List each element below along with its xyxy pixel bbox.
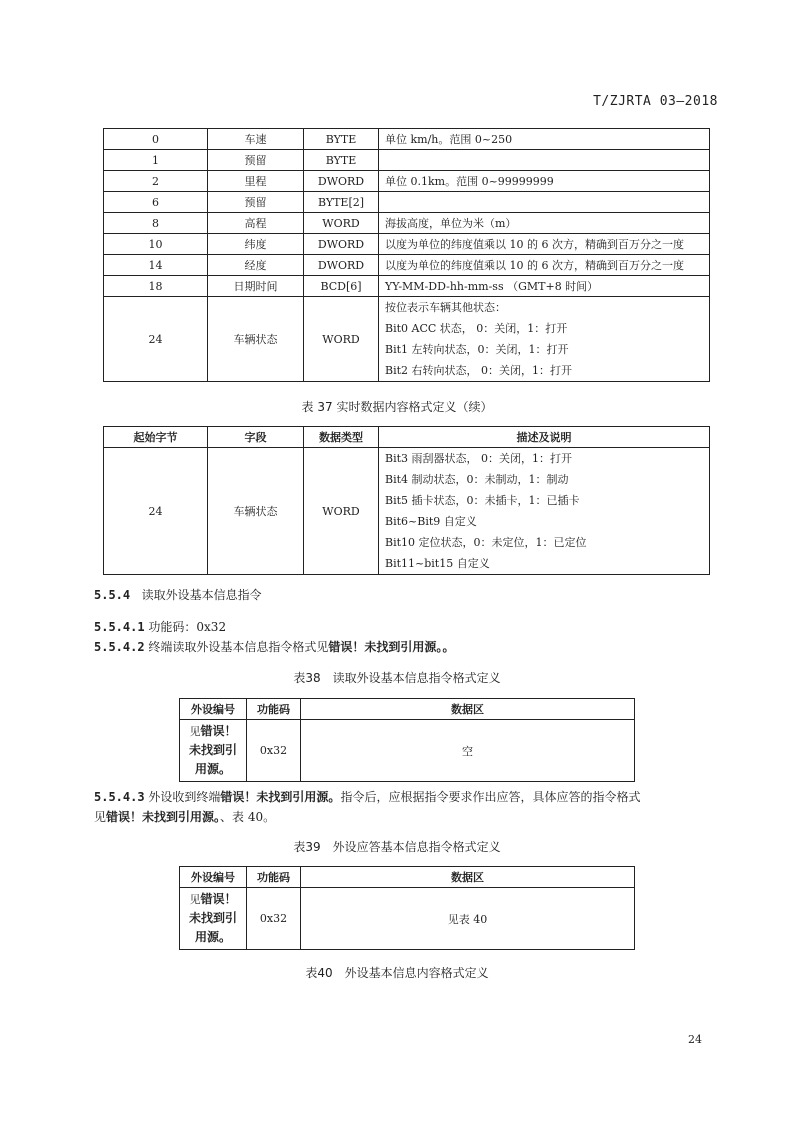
- cell-offset: 6: [104, 192, 208, 213]
- cell-type: WORD: [304, 213, 379, 234]
- cell-type: BYTE: [304, 129, 379, 150]
- header-data-area: 数据区: [301, 699, 635, 720]
- cell-field: 车速: [208, 129, 304, 150]
- cell-field: 经度: [208, 255, 304, 276]
- para-text: 、表 40。: [220, 810, 276, 824]
- desc-line: YY-MM-DD-hh-mm-ss （GMT+8 时间）: [385, 280, 599, 293]
- desc-line: Bit1 左转向状态，0：关闭，1：打开: [385, 343, 569, 356]
- ref-prefix: 见: [189, 893, 201, 906]
- cell-offset: 18: [104, 276, 208, 297]
- cell-function-code: 0x32: [247, 720, 301, 782]
- cell-field: 车辆状态: [208, 448, 304, 575]
- cell-type: DWORD: [304, 171, 379, 192]
- ref-prefix: 见: [189, 725, 201, 738]
- table-row: [180, 720, 635, 782]
- para-text: 见: [94, 810, 107, 824]
- table-row: [180, 888, 635, 950]
- paragraph-5542: [94, 638, 454, 655]
- header-desc: 描述及说明: [379, 427, 710, 448]
- table-40-caption: 表40 外设基本信息内容格式定义: [305, 966, 489, 980]
- table-row: [104, 192, 710, 213]
- desc-line: 以度为单位的纬度值乘以 10 的 6 次方，精确到百万分之一度: [385, 259, 684, 272]
- desc-line: Bit3 雨刮器状态， 0：关闭，1：打开: [385, 452, 573, 465]
- cell-type: DWORD: [304, 234, 379, 255]
- table-row: [104, 129, 710, 150]
- cell-desc: [379, 150, 710, 171]
- cell-field: 高程: [208, 213, 304, 234]
- desc-line: Bit4 制动状态，0：未制动，1：制动: [385, 473, 569, 486]
- broken-reference-link[interactable]: 未找到引: [188, 743, 237, 757]
- cell-offset: 1: [104, 150, 208, 171]
- cell-offset: 14: [104, 255, 208, 276]
- cell-function-code: 0x32: [247, 888, 301, 950]
- table-row: [104, 276, 710, 297]
- cell-desc: [379, 171, 710, 192]
- cell-offset: 8: [104, 213, 208, 234]
- broken-reference-link[interactable]: 未找到引: [188, 911, 237, 925]
- cell-offset: 10: [104, 234, 208, 255]
- cell-type: BCD[6]: [304, 276, 379, 297]
- cell-field: 里程: [208, 171, 304, 192]
- table-row: [104, 448, 710, 575]
- table-row: [104, 171, 710, 192]
- broken-reference-link[interactable]: 用源。: [194, 930, 231, 944]
- cell-desc: [379, 234, 710, 255]
- table-row: [104, 213, 710, 234]
- desc-line: 以度为单位的纬度值乘以 10 的 6 次方，精确到百万分之一度: [385, 238, 684, 251]
- desc-line: 海拔高度，单位为米（m）: [385, 217, 517, 230]
- table-row: [104, 255, 710, 276]
- cell-data-area: 见表 40: [301, 888, 635, 950]
- document-id: T/ZJRTA 03—2018: [593, 94, 718, 109]
- table-39: [179, 866, 635, 950]
- table-39-caption: 表39 外设应答基本信息指令格式定义: [293, 840, 501, 854]
- table-37-part1: [103, 128, 710, 382]
- cell-offset: 24: [104, 448, 208, 575]
- table-row: [104, 297, 710, 382]
- para-text: 外设收到终端: [148, 790, 221, 804]
- cell-type: WORD: [304, 448, 379, 575]
- header-function-code: 功能码: [247, 867, 301, 888]
- desc-line: Bit6~Bit9 自定义: [385, 515, 477, 528]
- cell-type: BYTE[2]: [304, 192, 379, 213]
- table-37-part2: [103, 426, 710, 575]
- cell-field: 预留: [208, 150, 304, 171]
- broken-reference-link[interactable]: 错误！未找到引用源。: [220, 790, 341, 804]
- cell-peripheral-id: [180, 720, 247, 782]
- desc-line: Bit11~bit15 自定义: [385, 557, 490, 570]
- section-title: 读取外设基本信息指令: [141, 588, 262, 602]
- broken-reference-link[interactable]: 错误！: [200, 724, 237, 738]
- page-number: 24: [688, 1033, 702, 1046]
- desc-line: 单位 km/h。范围 0~250: [385, 133, 513, 146]
- para-number: 5.5.4.2: [94, 640, 145, 654]
- desc-line: 按位表示车辆其他状态：: [385, 301, 506, 314]
- header-field: 字段: [208, 427, 304, 448]
- table-38-caption: 表38 读取外设基本信息指令格式定义: [293, 671, 501, 685]
- desc-line: Bit0 ACC 状态， 0：关闭，1：打开: [385, 322, 568, 335]
- cell-offset: 2: [104, 171, 208, 192]
- section-heading: [94, 586, 262, 603]
- header-offset: 起始字节: [104, 427, 208, 448]
- broken-reference-link[interactable]: 错误！未找到引用源。: [328, 640, 443, 654]
- cell-field: 纬度: [208, 234, 304, 255]
- desc-line: 单位 0.1km。范围 0~99999999: [385, 175, 554, 188]
- desc-line: Bit2 右转向状态， 0：关闭，1：打开: [385, 364, 573, 377]
- broken-reference-link[interactable]: 用源。: [194, 762, 231, 776]
- cell-field: 日期时间: [208, 276, 304, 297]
- paragraph-5541: [94, 618, 226, 635]
- cell-type: BYTE: [304, 150, 379, 171]
- header-function-code: 功能码: [247, 699, 301, 720]
- paragraph-5543: [94, 787, 724, 827]
- cell-field: 车辆状态: [208, 297, 304, 382]
- cell-desc: [379, 255, 710, 276]
- desc-line: Bit5 插卡状态，0：未插卡，1：已插卡: [385, 494, 580, 507]
- section-number: 5.5.4: [94, 588, 131, 602]
- para-number: 5.5.4.1: [94, 620, 145, 634]
- table-38: [179, 698, 635, 782]
- cell-offset: 24: [104, 297, 208, 382]
- cell-desc: [379, 129, 710, 150]
- header-peripheral-id: 外设编号: [180, 867, 247, 888]
- header-data-area: 数据区: [301, 867, 635, 888]
- para-text: 指令后，应根据指令要求作出应答，具体应答的指令格式: [340, 790, 641, 804]
- cell-desc: [379, 192, 710, 213]
- cell-desc: [379, 297, 710, 382]
- para-tail: 。: [442, 640, 455, 654]
- para-number: 5.5.4.3: [94, 790, 145, 804]
- desc-line: Bit10 定位状态，0：未定位，1：已定位: [385, 536, 587, 549]
- table-row: [104, 150, 710, 171]
- cell-data-area: 空: [301, 720, 635, 782]
- cell-field: 预留: [208, 192, 304, 213]
- header-type: 数据类型: [304, 427, 379, 448]
- cell-peripheral-id: [180, 888, 247, 950]
- header-peripheral-id: 外设编号: [180, 699, 247, 720]
- table-row: [104, 234, 710, 255]
- cell-type: WORD: [304, 297, 379, 382]
- broken-reference-link[interactable]: 错误！未找到引用源。: [106, 810, 221, 824]
- cell-type: DWORD: [304, 255, 379, 276]
- cell-desc: [379, 448, 710, 575]
- para-text: 终端读取外设基本信息指令格式见: [148, 640, 329, 654]
- broken-reference-link[interactable]: 错误！: [200, 892, 237, 906]
- cell-desc: [379, 276, 710, 297]
- cell-offset: 0: [104, 129, 208, 150]
- cell-desc: [379, 213, 710, 234]
- para-text: 功能码：0x32: [148, 620, 227, 634]
- table-37-caption: 表 37 实时数据内容格式定义（续）: [301, 400, 493, 414]
